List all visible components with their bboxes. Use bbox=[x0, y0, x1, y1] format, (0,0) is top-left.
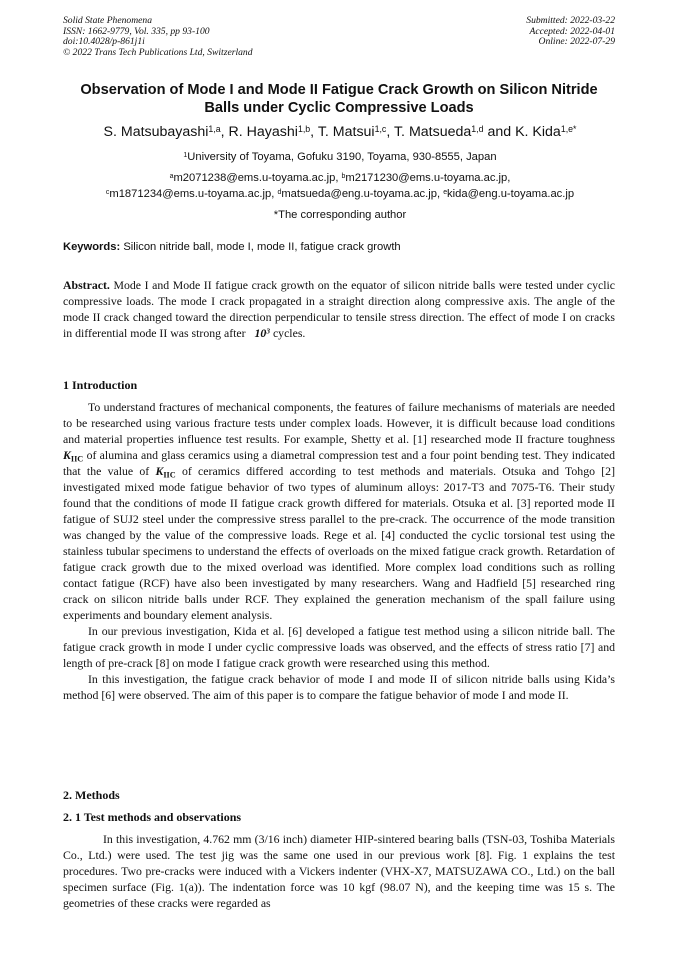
intro-paragraph-3: In this investigation, the fatigue crack behavior of mode I and mode II of silicon nitride balls using Kida’s method [6] were observed. The aim of this paper is to compare the fatigue behavior of mode I and mode II. bbox=[63, 672, 615, 702]
email-link[interactable]: kida@eng.u-toyama.ac.jp bbox=[447, 188, 575, 200]
submitted-date: Submitted: 2022-03-22 bbox=[526, 15, 615, 26]
author-separator: , bbox=[220, 124, 229, 140]
abstract-label: Abstract. bbox=[63, 278, 110, 292]
email-link[interactable]: matsueda@eng.u-toyama.ac.jp, bbox=[281, 188, 441, 200]
email-link[interactable]: m1871234@ems.u-toyama.ac.jp, bbox=[109, 188, 275, 200]
author-affiliation-mark: 1,a bbox=[208, 124, 221, 135]
affiliation-mark: 1 bbox=[183, 151, 188, 159]
author-affiliation-mark: 1,e* bbox=[560, 124, 577, 135]
intro-paragraph-1 bbox=[63, 399, 615, 623]
affiliation bbox=[40, 149, 640, 165]
k-subscript: IIC bbox=[163, 470, 176, 480]
author-name: T. Matsui bbox=[317, 124, 375, 140]
intro-paragraph-2: In our previous investigation, Kida et al. [6] developed a fatigue test method using a silicon nitride ball. The fatigue crack growth in mode I under cyclic compressive loads was observed, and the effects of stress ratio [7] and length of pre-crack [8] on mode I fatigue crack growth were researched using this method. bbox=[63, 624, 615, 670]
k-iic-symbol bbox=[63, 448, 83, 462]
email-mark: b bbox=[341, 172, 346, 180]
author-affiliation-mark: 1,c bbox=[374, 124, 387, 135]
email-line-2 bbox=[40, 186, 640, 202]
k-iic-symbol bbox=[155, 464, 175, 478]
intro-text: of ceramics differed according to test methods and materials. Otsuka and Tohgo [2] investigated mixed mode fatigue behavior of two types of aluminum alloys: 2017-T3 and 7075-T6. Their study found that the conditions of mode II fatigue crack growth differed for materials. Otsuka et al. [3] reported mode II fatigue of SUJ2 steel under the compressive stress parallel to the pre-crack. The occurrence of the mode transition was changed by the value of the compressive loads. Rege et al. [4] conducted the cyclic torsional test using the stainless tubular specimens to understand the effects of overloads on the mixed fatigue crack growth. Retardation of fatigue crack growth due to the mixed overload was identified. More complex load conditions such as rolling contact fatigue (RCF) have also been investigated by many researchers. Wang and Hadfield [5] researched ring crack on silicon nitride balls under RCF. They explained the generation mechanism of the spall failure using experiments and boundary element analysis. bbox=[63, 464, 615, 622]
abstract bbox=[63, 277, 615, 341]
copyright-line: © 2022 Trans Tech Publications Ltd, Switzerland bbox=[63, 46, 253, 58]
doi-line: doi:10.4028/p-861j1i bbox=[63, 36, 145, 48]
introduction-body bbox=[63, 399, 615, 703]
email-link[interactable]: m2171230@ems.u-toyama.ac.jp, bbox=[345, 172, 511, 184]
email-mark: a bbox=[169, 172, 174, 180]
corresponding-author-note: *The corresponding author bbox=[273, 209, 407, 221]
abstract-text-end: cycles. bbox=[272, 326, 306, 340]
author-affiliation-mark: 1,b bbox=[297, 124, 311, 135]
author-name: S. Matsubayashi bbox=[103, 124, 209, 140]
methods-paragraph-1: In this investigation, 4.762 mm (3/16 inch) diameter HIP-sintered bearing balls (TSN-03, Toshiba Materials Co., Ltd.) were used. The test jig was the same one used in our previous work [8]. Fig. 1 explains the test procedures. Two pre-cracks were induced with a Vickers indenter (VHX-X7, MATSUZAWA CO., Ltd.) on the ball specimen surface (Fig. 1(a)). The indentation force was 10 kgf (98.07 N), and the keeping time was 15 s. The geometries of these cracks were regarded as bbox=[63, 832, 615, 910]
email-mark: c bbox=[105, 188, 110, 196]
author-separator: , bbox=[386, 124, 394, 140]
email-line-1 bbox=[40, 170, 640, 186]
affiliation-text: University of Toyama, Gofuku 3190, Toyama, 930-8555, Japan bbox=[187, 151, 497, 163]
keywords bbox=[63, 240, 615, 255]
author-and: and bbox=[483, 124, 516, 140]
k-subscript: IIC bbox=[70, 454, 84, 464]
running-header-right bbox=[526, 16, 615, 48]
methods-body bbox=[63, 831, 615, 953]
accepted-date: Accepted: 2022-04-01 bbox=[529, 25, 615, 37]
email-separator: , bbox=[335, 172, 342, 184]
author-affiliation-mark: 1,d bbox=[471, 124, 484, 135]
keywords-label: Keywords: bbox=[63, 241, 121, 253]
author-name: K. Kida bbox=[515, 124, 561, 140]
math-base: 10 bbox=[254, 326, 267, 340]
k-symbol: K bbox=[63, 448, 71, 462]
keywords-text: Silicon nitride ball, mode I, mode II, fatigue crack growth bbox=[123, 241, 401, 253]
journal-name: Solid State Phenomena bbox=[63, 15, 152, 26]
math-exponent: 3 bbox=[266, 326, 270, 336]
author-list bbox=[40, 123, 640, 141]
paper-title: Observation of Mode I and Mode II Fatigue Crack Growth on Silicon Nitride Balls under Cyclic Compressive Loads bbox=[80, 82, 598, 116]
section-heading-introduction: 1 Introduction bbox=[63, 378, 138, 392]
issn-line: ISSN: 1662-9779, Vol. 335, pp 93-100 bbox=[63, 25, 210, 37]
email-link[interactable]: m2071238@ems.u-toyama.ac.jp bbox=[173, 172, 336, 184]
author-separator: , bbox=[310, 124, 318, 140]
email-mark: d bbox=[277, 188, 282, 196]
section-heading-methods: 2. Methods bbox=[63, 788, 120, 802]
intro-text: of alumina and glass ceramics using a diametral compression test and a four point bending test. They indicated that the value of bbox=[63, 448, 615, 478]
author-name: R. Hayashi bbox=[228, 124, 298, 140]
k-symbol: K bbox=[155, 464, 164, 478]
author-name: T. Matsueda bbox=[393, 124, 472, 140]
intro-text: To understand fractures of mechanical components, the features of failure mechanisms of materials are needed to be researched using various fracture tests under complex loads. However, it is difficult because load conditions and material properties influence test results. For example, Shetty et al. [1] researched mode II fracture toughness bbox=[63, 400, 615, 446]
subsection-heading-test-methods: 2. 1 Test methods and observations bbox=[63, 810, 242, 824]
online-date: Online: 2022-07-29 bbox=[538, 36, 615, 48]
running-header-left bbox=[63, 16, 253, 58]
abstract-text: Mode I and Mode II fatigue crack growth on the equator of silicon nitride balls were tested under cyclic compressive loads. The mode I crack propagated in a straight direction along compressive axis. The angle of the mode II crack changed toward the direction perpendicular to tensile stress direction. The effect of mode I on cracks in differential mode II was strong after bbox=[63, 278, 615, 340]
email-mark: e bbox=[443, 188, 448, 196]
cycles-exponent-math bbox=[255, 326, 270, 340]
